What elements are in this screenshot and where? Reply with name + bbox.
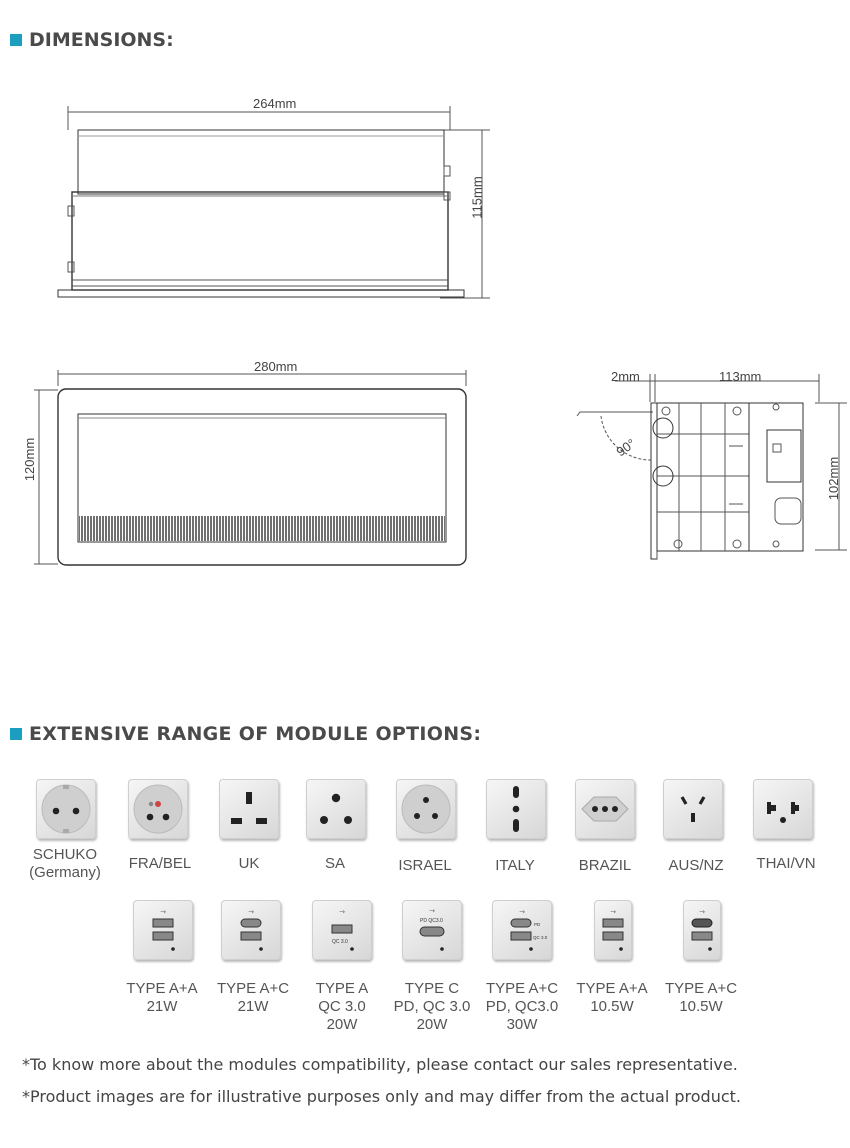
module-label: THAI/VN: [756, 855, 816, 872]
brush-strip: [79, 516, 445, 541]
uk-socket-icon: [219, 779, 279, 839]
module-label: SA: [324, 855, 345, 872]
brazil-socket-icon: [575, 779, 635, 839]
italy-socket-icon: [486, 779, 546, 839]
usb-a-qc-module-icon: [312, 900, 372, 960]
fra-bel-socket-icon: [128, 779, 188, 839]
illustrative-note: *Product images are for illustrative purposes only and may differ from the actual product.: [22, 1087, 741, 1106]
svg-text:⇾: ⇾: [339, 909, 345, 916]
sa-socket-icon: [306, 779, 366, 839]
svg-text:QC 3.0: QC 3.0: [533, 935, 548, 940]
israel-socket-icon: [396, 779, 456, 839]
module-label: SCHUKO (Germany): [29, 846, 101, 881]
side-depth-label: 113mm: [719, 369, 762, 384]
module-label: AUS/NZ: [668, 857, 724, 874]
module-label: TYPE A+C 21W: [216, 980, 290, 1015]
modules-heading-text: EXTENSIVE RANGE OF MODULE OPTIONS:: [29, 723, 482, 745]
schuko-socket-icon: [36, 779, 96, 839]
module-label: UK: [238, 855, 260, 872]
heading-marker: [10, 34, 22, 46]
module-label: TYPE A+A 10.5W: [576, 980, 648, 1015]
svg-text:⇾: ⇾: [248, 909, 254, 916]
usb-ac-pd-qc-module-icon: [492, 900, 552, 960]
module-label: BRAZIL: [578, 857, 632, 874]
module-label: TYPE C PD, QC 3.0 20W: [393, 980, 471, 1033]
heading-marker: [10, 728, 22, 740]
module-label: TYPE A+A 21W: [126, 980, 198, 1015]
module-label: ISRAEL: [398, 857, 452, 874]
module-label: TYPE A QC 3.0 20W: [315, 980, 369, 1033]
svg-text:PD: PD: [534, 922, 541, 927]
front-view-drawing: [50, 100, 500, 310]
usb-ac-small-module-icon: [683, 900, 721, 960]
aus-nz-socket-icon: [663, 779, 723, 839]
svg-text:⇾: ⇾: [429, 908, 435, 915]
side-view-drawing: [575, 372, 850, 572]
usb-c-pd-module-icon: [402, 900, 462, 960]
module-label: TYPE A+C PD, QC3.0 30W: [485, 980, 559, 1033]
svg-text:⇾: ⇾: [519, 909, 525, 916]
top-view-drawing: [30, 370, 480, 570]
modules-heading: [10, 723, 481, 745]
svg-text:QC 3.0: QC 3.0: [332, 939, 348, 945]
module-label: ITALY: [495, 857, 535, 874]
top-height-label: 120mm: [22, 437, 38, 482]
usb-aa-small-module-icon: [594, 900, 632, 960]
side-angle-label: 90°: [613, 435, 639, 460]
top-width-label: 280mm: [254, 359, 298, 374]
dimensions-heading: [10, 29, 174, 51]
side-height-label: 102mm: [826, 456, 842, 501]
svg-text:⇾: ⇾: [610, 909, 616, 916]
dimensions-heading-text: DIMENSIONS:: [29, 29, 174, 51]
front-height-label: 115mm: [469, 176, 485, 219]
svg-text:⇾: ⇾: [699, 909, 705, 916]
side-lid-label: 2mm: [611, 369, 640, 384]
svg-text:PD QC3.0: PD QC3.0: [420, 918, 443, 924]
module-label: TYPE A+C 10.5W: [664, 980, 738, 1015]
module-label: FRA/BEL: [128, 855, 192, 872]
usb-aa-module-icon: [133, 900, 193, 960]
usb-ac-module-icon: [221, 900, 281, 960]
svg-text:⇾: ⇾: [160, 909, 166, 916]
compatibility-note: *To know more about the modules compatibility, please contact our sales representative.: [22, 1055, 738, 1074]
front-width-label: 264mm: [253, 96, 297, 111]
thai-vn-socket-icon: [753, 779, 813, 839]
